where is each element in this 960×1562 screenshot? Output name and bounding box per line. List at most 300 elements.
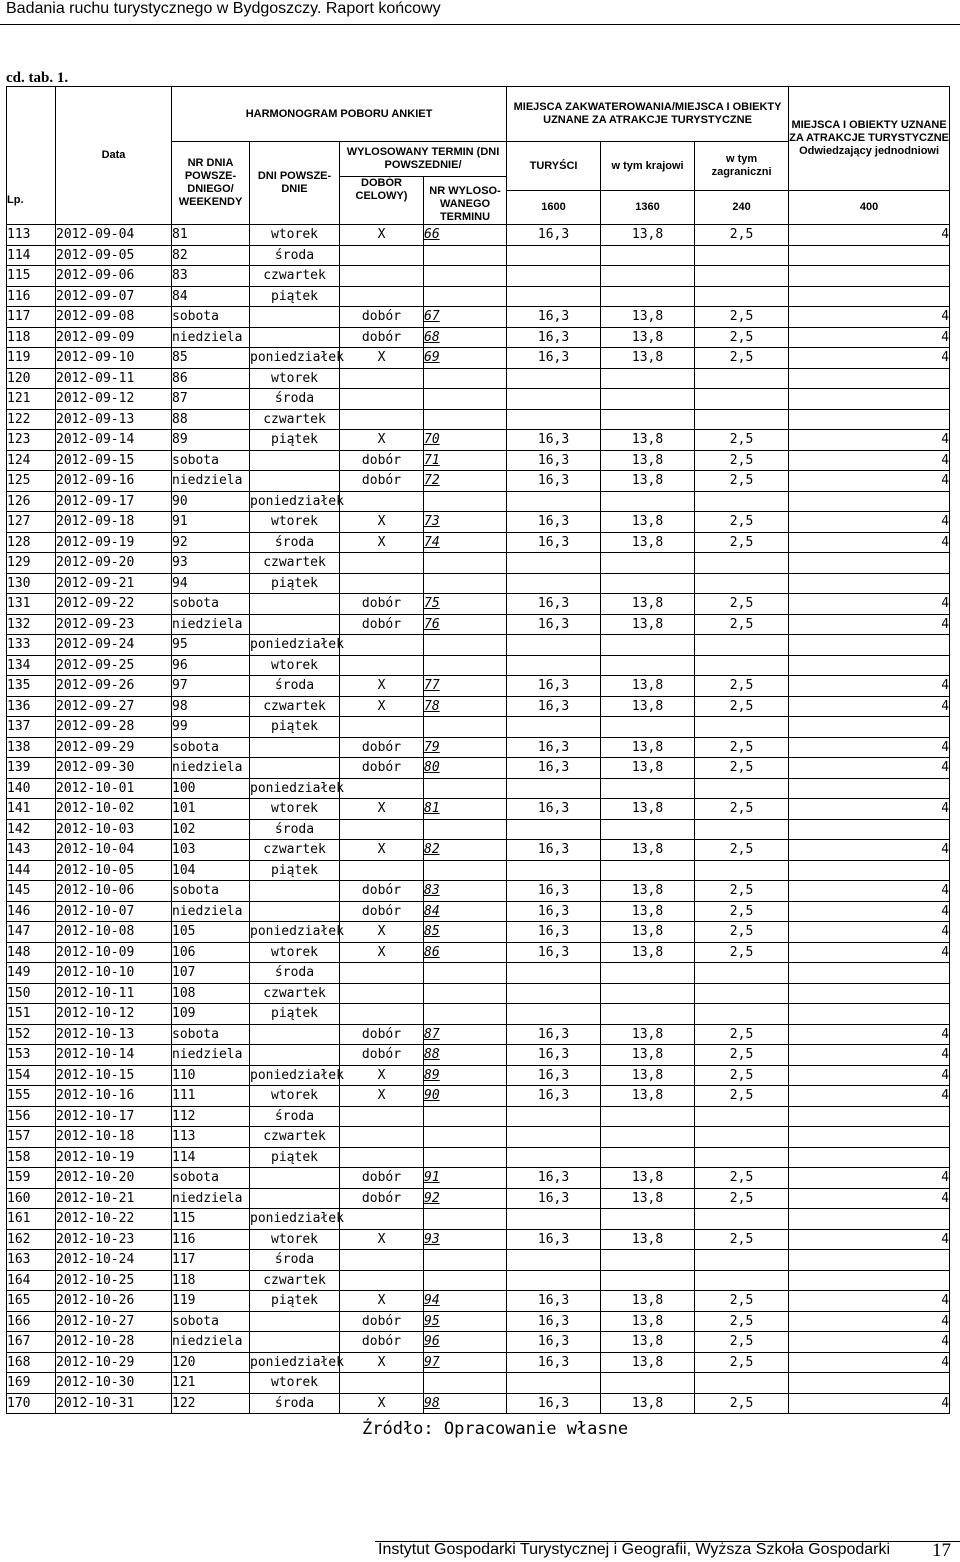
cell-term-number <box>424 963 507 984</box>
table-row <box>7 983 950 1004</box>
table-row <box>7 799 950 820</box>
cell-selection: dobór <box>340 307 424 328</box>
cell-day-number: 103 <box>172 840 250 861</box>
table-row <box>7 717 950 738</box>
cell-turysci: 16,3 <box>507 758 601 779</box>
cell-weekday <box>250 1311 340 1332</box>
cell-krajowi <box>601 1270 695 1291</box>
cell-turysci: 16,3 <box>507 1393 601 1414</box>
cell-jednodniowi: 4 <box>789 1188 950 1209</box>
cell-date: 2012-10-15 <box>56 1065 172 1086</box>
cell-zagraniczni: 2,5 <box>695 532 789 553</box>
cell-lp: 164 <box>7 1270 56 1291</box>
cell-krajowi: 13,8 <box>601 799 695 820</box>
cell-selection: X <box>340 1086 424 1107</box>
table-row <box>7 1250 950 1271</box>
cell-date: 2012-10-30 <box>56 1373 172 1394</box>
table-row <box>7 614 950 635</box>
cell-lp: 144 <box>7 860 56 881</box>
cell-zagraniczni <box>695 963 789 984</box>
cell-day-number: 90 <box>172 491 250 512</box>
table-row <box>7 1332 950 1353</box>
cell-jednodniowi <box>789 1270 950 1291</box>
cell-jednodniowi: 4 <box>789 1291 950 1312</box>
cell-krajowi: 13,8 <box>601 676 695 697</box>
cell-jednodniowi: 4 <box>789 1332 950 1353</box>
cell-krajowi: 13,8 <box>601 430 695 451</box>
cell-term-number: 90 <box>424 1086 507 1107</box>
cell-selection: dobór <box>340 450 424 471</box>
cell-weekday: poniedziałek <box>250 778 340 799</box>
cell-day-number: niedziela <box>172 1188 250 1209</box>
table-body <box>7 225 950 1414</box>
cell-date: 2012-10-11 <box>56 983 172 1004</box>
table-row <box>7 1168 950 1189</box>
cell-krajowi <box>601 553 695 574</box>
cell-turysci <box>507 409 601 430</box>
cell-zagraniczni: 2,5 <box>695 471 789 492</box>
cell-day-number: 107 <box>172 963 250 984</box>
cell-date: 2012-09-08 <box>56 307 172 328</box>
header-wylosowany-termin: WYLOSOWANY TERMIN (DNI POWSZEDNIE/ <box>340 142 507 177</box>
cell-term-number <box>424 1209 507 1230</box>
cell-jednodniowi: 4 <box>789 1086 950 1107</box>
cell-weekday <box>250 1024 340 1045</box>
cell-term-number: 69 <box>424 348 507 369</box>
cell-krajowi: 13,8 <box>601 696 695 717</box>
cell-zagraniczni: 2,5 <box>695 225 789 246</box>
cell-weekday: czwartek <box>250 553 340 574</box>
cell-date: 2012-09-14 <box>56 430 172 451</box>
cell-term-number: 81 <box>424 799 507 820</box>
total-jednodniowi: 400 <box>789 191 950 225</box>
header-nr-dnia: NR DNIA POWSZE-DNIEGO/ WEEKENDY <box>172 142 250 225</box>
cell-zagraniczni <box>695 409 789 430</box>
cell-turysci: 16,3 <box>507 1229 601 1250</box>
cell-krajowi <box>601 1106 695 1127</box>
cell-turysci <box>507 983 601 1004</box>
cell-date: 2012-09-19 <box>56 532 172 553</box>
cell-date: 2012-09-24 <box>56 635 172 656</box>
cell-selection <box>340 368 424 389</box>
table-row <box>7 655 950 676</box>
cell-zagraniczni <box>695 266 789 287</box>
cell-selection: X <box>340 799 424 820</box>
cell-lp: 139 <box>7 758 56 779</box>
cell-term-number: 87 <box>424 1024 507 1045</box>
table-caption: cd. tab. 1. <box>6 70 69 86</box>
cell-term-number: 72 <box>424 471 507 492</box>
cell-jednodniowi <box>789 635 950 656</box>
cell-zagraniczni: 2,5 <box>695 327 789 348</box>
cell-weekday: środa <box>250 963 340 984</box>
cell-day-number: 105 <box>172 922 250 943</box>
cell-selection: dobór <box>340 901 424 922</box>
cell-date: 2012-09-05 <box>56 245 172 266</box>
cell-turysci <box>507 860 601 881</box>
cell-turysci: 16,3 <box>507 225 601 246</box>
cell-lp: 143 <box>7 840 56 861</box>
table-row <box>7 1188 950 1209</box>
cell-jednodniowi: 4 <box>789 1065 950 1086</box>
cell-date: 2012-09-18 <box>56 512 172 533</box>
cell-weekday: poniedziałek <box>250 635 340 656</box>
cell-krajowi: 13,8 <box>601 1086 695 1107</box>
cell-turysci <box>507 635 601 656</box>
cell-selection <box>340 1373 424 1394</box>
table-row <box>7 1393 950 1414</box>
cell-zagraniczni: 2,5 <box>695 922 789 943</box>
cell-lp: 152 <box>7 1024 56 1045</box>
cell-day-number: 113 <box>172 1127 250 1148</box>
cell-selection <box>340 717 424 738</box>
cell-weekday: środa <box>250 245 340 266</box>
table-row <box>7 696 950 717</box>
cell-date: 2012-09-07 <box>56 286 172 307</box>
table-row <box>7 450 950 471</box>
cell-turysci <box>507 778 601 799</box>
cell-jednodniowi: 4 <box>789 1045 950 1066</box>
cell-turysci <box>507 1127 601 1148</box>
cell-day-number: sobota <box>172 1311 250 1332</box>
cell-date: 2012-09-17 <box>56 491 172 512</box>
cell-selection: dobór <box>340 1045 424 1066</box>
cell-lp: 136 <box>7 696 56 717</box>
header-harmonogram: HARMONOGRAM POBORU ANKIET <box>172 87 507 142</box>
cell-selection: X <box>340 512 424 533</box>
cell-term-number <box>424 1127 507 1148</box>
cell-krajowi <box>601 491 695 512</box>
cell-zagraniczni: 2,5 <box>695 430 789 451</box>
cell-weekday: wtorek <box>250 1086 340 1107</box>
cell-day-number: niedziela <box>172 614 250 635</box>
cell-selection <box>340 1209 424 1230</box>
cell-selection: X <box>340 1291 424 1312</box>
cell-selection <box>340 655 424 676</box>
cell-jednodniowi: 4 <box>789 1352 950 1373</box>
cell-krajowi: 13,8 <box>601 225 695 246</box>
cell-krajowi: 13,8 <box>601 922 695 943</box>
cell-day-number: 119 <box>172 1291 250 1312</box>
cell-selection: dobór <box>340 758 424 779</box>
cell-lp: 129 <box>7 553 56 574</box>
cell-jednodniowi: 4 <box>789 942 950 963</box>
cell-selection <box>340 573 424 594</box>
table-row <box>7 1270 950 1291</box>
cell-zagraniczni: 2,5 <box>695 1045 789 1066</box>
cell-weekday: wtorek <box>250 368 340 389</box>
cell-selection: X <box>340 1352 424 1373</box>
cell-day-number: 82 <box>172 245 250 266</box>
cell-term-number: 68 <box>424 327 507 348</box>
cell-turysci <box>507 389 601 410</box>
cell-term-number: 85 <box>424 922 507 943</box>
cell-krajowi: 13,8 <box>601 450 695 471</box>
cell-selection: dobór <box>340 327 424 348</box>
cell-lp: 167 <box>7 1332 56 1353</box>
cell-term-number: 70 <box>424 430 507 451</box>
cell-zagraniczni: 2,5 <box>695 1393 789 1414</box>
table-row <box>7 901 950 922</box>
cell-turysci: 16,3 <box>507 696 601 717</box>
cell-lp: 163 <box>7 1250 56 1271</box>
cell-weekday: czwartek <box>250 840 340 861</box>
cell-weekday: poniedziałek <box>250 922 340 943</box>
cell-selection <box>340 245 424 266</box>
header-dobor: DOBÓR CELOWY) <box>340 177 424 225</box>
cell-lp: 168 <box>7 1352 56 1373</box>
cell-zagraniczni: 2,5 <box>695 696 789 717</box>
cell-selection: dobór <box>340 594 424 615</box>
cell-day-number: 85 <box>172 348 250 369</box>
cell-lp: 166 <box>7 1311 56 1332</box>
cell-lp: 148 <box>7 942 56 963</box>
cell-date: 2012-09-20 <box>56 553 172 574</box>
cell-lp: 141 <box>7 799 56 820</box>
cell-zagraniczni <box>695 286 789 307</box>
cell-zagraniczni <box>695 819 789 840</box>
cell-term-number <box>424 635 507 656</box>
cell-turysci <box>507 491 601 512</box>
cell-term-number <box>424 368 507 389</box>
cell-jednodniowi <box>789 963 950 984</box>
cell-lp: 170 <box>7 1393 56 1414</box>
cell-krajowi: 13,8 <box>601 1291 695 1312</box>
cell-krajowi <box>601 1250 695 1271</box>
cell-zagraniczni: 2,5 <box>695 1332 789 1353</box>
cell-selection <box>340 983 424 1004</box>
cell-weekday: piątek <box>250 1147 340 1168</box>
cell-jednodniowi <box>789 491 950 512</box>
cell-zagraniczni <box>695 1209 789 1230</box>
cell-turysci <box>507 368 601 389</box>
cell-day-number: 108 <box>172 983 250 1004</box>
cell-term-number: 82 <box>424 840 507 861</box>
cell-lp: 154 <box>7 1065 56 1086</box>
cell-lp: 123 <box>7 430 56 451</box>
table-row <box>7 368 950 389</box>
cell-turysci <box>507 1004 601 1025</box>
cell-selection: dobór <box>340 1024 424 1045</box>
cell-date: 2012-10-19 <box>56 1147 172 1168</box>
table-row <box>7 225 950 246</box>
cell-selection: X <box>340 225 424 246</box>
cell-zagraniczni <box>695 860 789 881</box>
cell-weekday <box>250 450 340 471</box>
cell-jednodniowi <box>789 1373 950 1394</box>
cell-selection <box>340 389 424 410</box>
cell-selection: X <box>340 1393 424 1414</box>
cell-term-number: 92 <box>424 1188 507 1209</box>
cell-turysci <box>507 1147 601 1168</box>
cell-term-number: 75 <box>424 594 507 615</box>
cell-lp: 120 <box>7 368 56 389</box>
cell-selection: X <box>340 1065 424 1086</box>
cell-krajowi: 13,8 <box>601 532 695 553</box>
cell-selection: X <box>340 1229 424 1250</box>
cell-selection <box>340 635 424 656</box>
cell-term-number: 79 <box>424 737 507 758</box>
cell-zagraniczni <box>695 983 789 1004</box>
cell-lp: 142 <box>7 819 56 840</box>
cell-turysci: 16,3 <box>507 430 601 451</box>
cell-weekday <box>250 327 340 348</box>
cell-date: 2012-10-05 <box>56 860 172 881</box>
cell-zagraniczni <box>695 389 789 410</box>
cell-lp: 122 <box>7 409 56 430</box>
cell-selection: X <box>340 696 424 717</box>
cell-term-number <box>424 491 507 512</box>
cell-zagraniczni: 2,5 <box>695 1291 789 1312</box>
cell-day-number: sobota <box>172 594 250 615</box>
cell-jednodniowi: 4 <box>789 676 950 697</box>
cell-weekday: poniedziałek <box>250 1352 340 1373</box>
cell-day-number: 118 <box>172 1270 250 1291</box>
cell-krajowi <box>601 983 695 1004</box>
table-row <box>7 1373 950 1394</box>
cell-jednodniowi <box>789 860 950 881</box>
table-row <box>7 1004 950 1025</box>
cell-date: 2012-09-25 <box>56 655 172 676</box>
cell-jednodniowi <box>789 553 950 574</box>
cell-selection: dobór <box>340 1188 424 1209</box>
cell-weekday: czwartek <box>250 409 340 430</box>
cell-weekday: wtorek <box>250 225 340 246</box>
cell-date: 2012-09-10 <box>56 348 172 369</box>
table-row <box>7 942 950 963</box>
cell-date: 2012-10-06 <box>56 881 172 902</box>
cell-weekday: środa <box>250 1250 340 1271</box>
cell-weekday: poniedziałek <box>250 491 340 512</box>
cell-zagraniczni <box>695 1106 789 1127</box>
table-row <box>7 922 950 943</box>
cell-lp: 147 <box>7 922 56 943</box>
cell-term-number <box>424 409 507 430</box>
cell-selection: dobór <box>340 1332 424 1353</box>
cell-zagraniczni: 2,5 <box>695 594 789 615</box>
cell-day-number: 83 <box>172 266 250 287</box>
cell-zagraniczni: 2,5 <box>695 1311 789 1332</box>
cell-lp: 145 <box>7 881 56 902</box>
cell-term-number: 94 <box>424 1291 507 1312</box>
table-row <box>7 1086 950 1107</box>
cell-zagraniczni: 2,5 <box>695 512 789 533</box>
cell-date: 2012-10-12 <box>56 1004 172 1025</box>
cell-jednodniowi: 4 <box>789 430 950 451</box>
cell-term-number <box>424 655 507 676</box>
cell-term-number: 93 <box>424 1229 507 1250</box>
cell-day-number: 81 <box>172 225 250 246</box>
cell-term-number: 78 <box>424 696 507 717</box>
cell-jednodniowi: 4 <box>789 881 950 902</box>
cell-date: 2012-09-16 <box>56 471 172 492</box>
cell-date: 2012-10-28 <box>56 1332 172 1353</box>
cell-day-number: 93 <box>172 553 250 574</box>
cell-term-number: 67 <box>424 307 507 328</box>
cell-lp: 160 <box>7 1188 56 1209</box>
header-turysci: TURYŚCI <box>507 142 601 191</box>
cell-lp: 146 <box>7 901 56 922</box>
cell-date: 2012-10-26 <box>56 1291 172 1312</box>
cell-zagraniczni <box>695 573 789 594</box>
cell-day-number: 109 <box>172 1004 250 1025</box>
cell-turysci: 16,3 <box>507 901 601 922</box>
cell-selection <box>340 491 424 512</box>
cell-lp: 157 <box>7 1127 56 1148</box>
cell-day-number: 99 <box>172 717 250 738</box>
cell-day-number: 86 <box>172 368 250 389</box>
cell-day-number: 110 <box>172 1065 250 1086</box>
table-row <box>7 1311 950 1332</box>
cell-date: 2012-09-04 <box>56 225 172 246</box>
cell-date: 2012-09-27 <box>56 696 172 717</box>
cell-selection: X <box>340 348 424 369</box>
cell-weekday: wtorek <box>250 1229 340 1250</box>
cell-day-number: 92 <box>172 532 250 553</box>
cell-jednodniowi <box>789 1250 950 1271</box>
cell-date: 2012-10-22 <box>56 1209 172 1230</box>
cell-jednodniowi: 4 <box>789 512 950 533</box>
cell-date: 2012-10-25 <box>56 1270 172 1291</box>
cell-jednodniowi <box>789 819 950 840</box>
cell-zagraniczni: 2,5 <box>695 1229 789 1250</box>
cell-jednodniowi <box>789 1147 950 1168</box>
header-dni-powszednie: DNI POWSZE-DNIE <box>250 142 340 225</box>
cell-lp: 153 <box>7 1045 56 1066</box>
table-row <box>7 348 950 369</box>
cell-date: 2012-09-22 <box>56 594 172 615</box>
table-row <box>7 1209 950 1230</box>
header-nr-wylosowanego: NR WYLOSO-WANEGO TERMINU <box>424 177 507 225</box>
header-miejsca-zakwaterowania: MIEJSCA ZAKWATEROWANIA/MIEJSCA I OBIEKTY UZNANE ZA ATRAKCJE TURYSTYCZNE <box>507 87 789 142</box>
cell-turysci <box>507 1373 601 1394</box>
cell-day-number: sobota <box>172 307 250 328</box>
cell-jednodniowi <box>789 1209 950 1230</box>
cell-day-number: 84 <box>172 286 250 307</box>
cell-zagraniczni <box>695 1373 789 1394</box>
cell-weekday <box>250 1045 340 1066</box>
cell-day-number: 104 <box>172 860 250 881</box>
cell-weekday: czwartek <box>250 983 340 1004</box>
cell-term-number: 89 <box>424 1065 507 1086</box>
table-row <box>7 553 950 574</box>
cell-date: 2012-10-23 <box>56 1229 172 1250</box>
cell-turysci: 16,3 <box>507 799 601 820</box>
cell-turysci <box>507 1209 601 1230</box>
cell-lp: 135 <box>7 676 56 697</box>
cell-lp: 114 <box>7 245 56 266</box>
cell-krajowi <box>601 778 695 799</box>
cell-krajowi: 13,8 <box>601 1065 695 1086</box>
cell-turysci: 16,3 <box>507 1311 601 1332</box>
cell-term-number <box>424 860 507 881</box>
cell-day-number: niedziela <box>172 901 250 922</box>
cell-term-number: 83 <box>424 881 507 902</box>
cell-term-number <box>424 1250 507 1271</box>
table-row <box>7 573 950 594</box>
cell-selection: X <box>340 676 424 697</box>
cell-zagraniczni <box>695 635 789 656</box>
cell-lp: 151 <box>7 1004 56 1025</box>
cell-jednodniowi: 4 <box>789 758 950 779</box>
cell-zagraniczni: 2,5 <box>695 676 789 697</box>
cell-jednodniowi <box>789 1106 950 1127</box>
cell-term-number <box>424 1270 507 1291</box>
cell-weekday <box>250 1168 340 1189</box>
cell-turysci: 16,3 <box>507 737 601 758</box>
cell-jednodniowi <box>789 389 950 410</box>
cell-weekday <box>250 758 340 779</box>
